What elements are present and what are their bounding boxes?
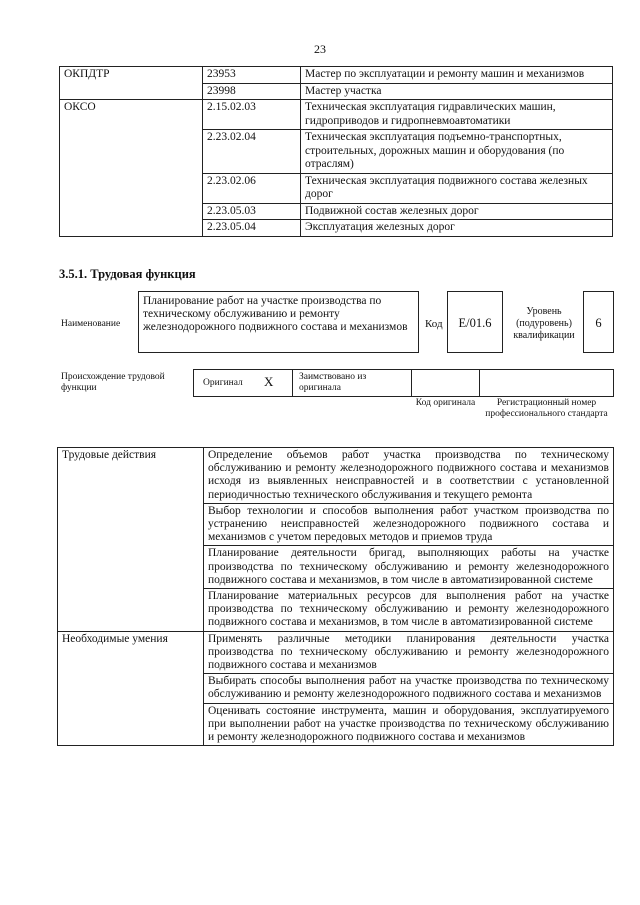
- section-label-skills: Необходимые умения: [58, 631, 204, 746]
- code-original-caption: Код оригинала: [415, 398, 476, 408]
- reg-number-caption: Регистрационный номер профессионального стандарта: [485, 398, 608, 419]
- page-number: 23: [314, 42, 326, 56]
- list-item: Оценивать состояние инструмента, машин и оборудования, эксплуатируемого при выполнении работ на участке производства по техническому обслуживанию и ремонту железнодорожного подвижного состава и механизмов: [204, 703, 614, 746]
- section-heading: 3.5.1. Трудовая функция: [59, 267, 196, 281]
- codes-desc: Техническая эксплуатация гидравлических машин, гидроприводов и гидропневмоавтоматики: [301, 100, 613, 130]
- codes-code: 2.23.05.04: [203, 220, 301, 237]
- original-mark: X: [264, 374, 274, 389]
- origin-label: Происхождение трудовой функции: [61, 372, 165, 393]
- table-row: [58, 631, 614, 674]
- codes-desc: Техническая эксплуатация подъемно-транспортных, строительных, дорожных машин и оборудования (по отраслям): [301, 130, 613, 174]
- codes-code: 2.23.02.04: [203, 130, 301, 174]
- codes-desc: Мастер по эксплуатации и ремонту машин и механизмов: [301, 67, 613, 84]
- codes-label: ОКСО: [60, 100, 203, 237]
- section-label-actions: Трудовые действия: [58, 448, 204, 632]
- codes-desc: Эксплуатация железных дорог: [301, 220, 613, 237]
- name-label: Наименование: [61, 319, 121, 329]
- codes-code: 23998: [203, 83, 301, 100]
- function-code-value: E/01.6: [447, 291, 503, 353]
- codes-code: 2.15.02.03: [203, 100, 301, 130]
- list-item: Планирование деятельности бригад, выполняющих работы на участке производства по техническому обслуживанию и ремонту железнодорожного подвижного состава и механизмов, в том числе в автоматизированной системе: [204, 546, 614, 589]
- codes-desc: Техническая эксплуатация подвижного состава железных дорог: [301, 173, 613, 203]
- borrowed-cell: [292, 369, 412, 397]
- reg-number-cell: [479, 369, 614, 397]
- level-value: 6: [583, 291, 614, 353]
- labor-function-table: [57, 447, 614, 746]
- level-label: Уровень (подуровень) квалификации: [513, 306, 575, 341]
- function-name-value: Планирование работ на участке производства по техническому обслуживанию и ремонту железнодорожного подвижного состава и механизмов: [138, 291, 419, 353]
- codes-table: [59, 66, 613, 237]
- code-original-cell: [411, 369, 480, 397]
- original-label: Оригинал: [203, 378, 243, 388]
- codes-desc: Подвижной состав железных дорог: [301, 203, 613, 220]
- code-label: Код: [425, 318, 443, 330]
- list-item: Планирование материальных ресурсов для выполнения работ на участке производства по техническому обслуживанию и ремонту железнодорожного подвижного состава и механизмов, в том числе в автоматизированной системе: [204, 589, 614, 632]
- borrowed-label: Заимствовано из оригинала: [299, 372, 367, 393]
- codes-label: ОКПДТР: [60, 67, 203, 100]
- original-cell: [193, 369, 293, 397]
- list-item: Выбор технологии и способов выполнения работ участком производства по устранению неисправностей железнодорожного подвижного состава и механизмов с учетом передовых методов и приемов труда: [204, 503, 614, 546]
- codes-code: 2.23.05.03: [203, 203, 301, 220]
- codes-code: 2.23.02.06: [203, 173, 301, 203]
- table-row: [60, 67, 613, 84]
- list-item: Определение объемов работ участка производства по техническому обслуживанию и ремонту железнодорожного подвижного состава и механизмов исходя из выявленных неисправностей и в соответствии с установленной периодичностью технического обслуживания и текущего ремонта: [204, 448, 614, 504]
- codes-code: 23953: [203, 67, 301, 84]
- list-item: Применять различные методики планирования деятельности участка производства по техническому обслуживанию и ремонту железнодорожного подвижного состава и механизмов: [204, 631, 614, 674]
- table-row: [58, 448, 614, 504]
- table-row: [60, 100, 613, 130]
- list-item: Выбирать способы выполнения работ на участке производства по техническому обслуживанию и ремонту железнодорожного подвижного состава и механизмов: [204, 674, 614, 703]
- codes-desc: Мастер участка: [301, 83, 613, 100]
